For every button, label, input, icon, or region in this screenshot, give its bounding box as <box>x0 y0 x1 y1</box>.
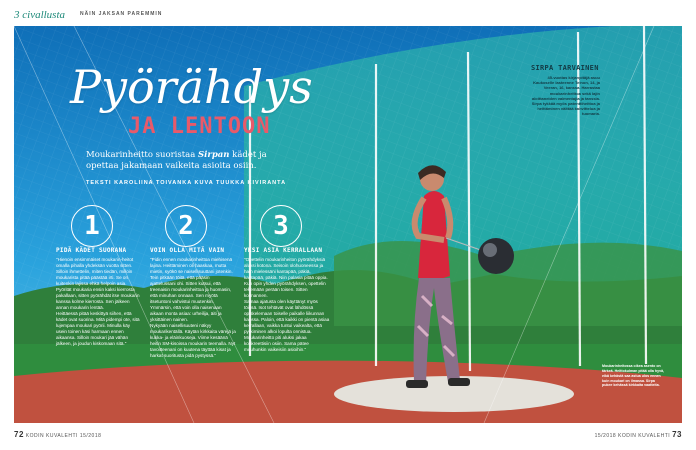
article-title: Pyörähdys <box>70 60 313 114</box>
article-subtitle: JA LENTOON <box>128 114 271 139</box>
footer-right-text: 15/2018 KODIN KUVALEHTI <box>594 433 671 439</box>
footer-left <box>14 430 101 439</box>
section-heading: PIDÄ KÄDET SUORANA <box>56 247 127 254</box>
lead-highlight: Sirpan <box>198 150 230 160</box>
step-number-1: 1 <box>71 205 113 247</box>
step-number-2: 2 <box>165 205 207 247</box>
section-column-1 <box>56 247 142 347</box>
footer-left-text: KODIN KUVALEHTI 15/2018 <box>25 433 102 439</box>
page-number-left: 72 <box>14 430 24 439</box>
profile-text: 45-vuotias kirjanpitäjä asuu Kaukoselle lasteenne Teinon, 14, ja Veeran, 16, kanssa. Harrastaa moukarinheittoa sekä lajin aloittaneiden valmentajia ja tanssia. Sirpa tykkää myös patenttiheittoa ja heittäminen välttää kahvittelua ja tuomaria. <box>531 75 600 117</box>
byline: TEKSTI KAROLIINA TOIVANKA KUVA TUUKKA KIVIRANTA <box>86 180 287 186</box>
page-number-right: 73 <box>672 430 682 439</box>
section-heading: VOIN OLLA MITÄ VAIN <box>150 247 225 254</box>
section-column-2 <box>150 247 236 358</box>
footer-right <box>595 430 682 439</box>
section-title: 3 civallusta <box>14 9 66 21</box>
section-subtitle: NÄIN JAKSAN PAREMMIN <box>80 11 163 17</box>
section-body: "Pidin ennen moukarinheittoa miehisenä lajina. Heittäminen oli haaskaa, mutta mietin, syökö se naisellisuuttani jotenkin. Tein pitkään töitä, että pääsin ajattelussani ohi. Sitten kutsui, että treenaisin moukarinheittoa ja huomasin, että minuhan onnaan. Sen myötä itsetuntoni vahvistui muutenkin. Ymmärsin, että voin olla naisenaan aikaan monta asiaa: urheilija, äiti ja yksittäinen nainen. Nykyään naisellisuuteni näkyy moukarikentällä. Käytän kirkkaita värejä ja kukka- ja eläinkuoseja. Viime kesäänä heitin SM-kisoissa moukarin teemalla. Nyt tavoitteenani on kuutena täyttää kisat ja harkat suoritusta pidä pystyssä." <box>150 257 236 358</box>
page-header <box>0 0 696 26</box>
section-body: "Opettelin moukarinheiton pyörähdyksiä aluksi kotona. Seisoin olohuoneessa ja hain mielessäni kantapää, päkiä, kantapää, päkiä. Niin palasia pitää oppia. Kun opin yhden pyörähdyksen, opettelin tekemään perään toisen. Sitten kolmannen. Samaa ajatusta olen käyttänyt myös töissä. Isot tehtävät ovat lähdössä opiskelemaan toiselle paikalle liikunnan kanssa. Paloin, että kaikki on pientä asiaa kerrallaan, vaikka tuntui vaikealta, että pyrkiminen alkoi lopulta onnistua. Moukarinheitto piti aluksi jakaa konkreettisiin osiin. Sama pätee muuhunkin vaikeisiin asioihin." <box>244 257 330 352</box>
lead-text-before: Moukarinheitto suoristaa <box>86 150 198 160</box>
section-body: "Hienoin ensimmäiset moukarin-heitot omalla pihalla yhdeksän vuotta sitten. Silloin ihmettelin, miten tiedän, milloin moukarista pitää päästää irti. Se on kuitenkin lajissa ehkä helpoin asia. Pyörität moukaria ensin kaksi kierrosta pakallaan, sitten pyörähdät itse moukarin kanssa kolme kierrosta. Sen jälkeen annan moukarin lentää. Heittäessä pitää keskittyä siihen, että kädet ovat suorina. Mitä pidempi ote, sitä lujempaa moukari pyörii. Minulla käy usein toinen käsi harmaan ennen aikaansa. Silloin moukari jää vähän jälkeen, ja joudun kiskomaan sitä." <box>56 257 140 346</box>
section-heading: YKSI ASIA KERRALLAAN <box>244 247 323 254</box>
lead-text-after: kädet ja opettaa jakamaan vaikeita asioita osiin. <box>86 150 267 171</box>
lead-paragraph <box>86 150 286 171</box>
photo-caption: Moukarinheitossa oikea asento on tärkeä. Heittokulman pitää olla hyvä, eikä kehästä saa astua ulos ennen kuin moukari on ilmassa. Sirpa pukee kehässä kirkkaita vaatteita. <box>602 364 665 388</box>
profile-name: SIRPA TARVAINEN <box>531 64 599 72</box>
step-number-3: 3 <box>260 205 302 247</box>
section-column-3 <box>244 247 330 353</box>
